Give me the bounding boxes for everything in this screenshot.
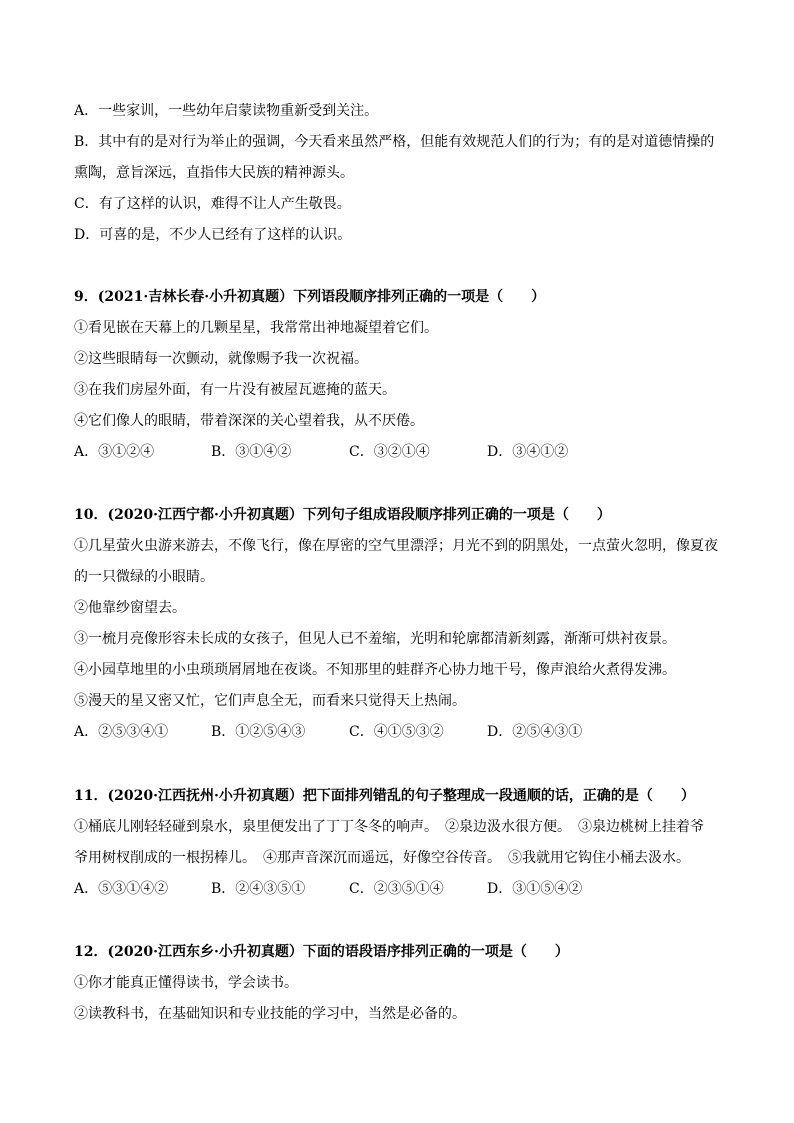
question-9-options	[74, 442, 724, 462]
question-10-sentence-4: ④小园草地里的小虫琐琐屑屑地在夜谈。不知那里的蛙群齐心协力地干号，像声浪给火煮得发沸。	[74, 662, 676, 678]
option-b-line: B．其中有的是对行为举止的强调，今天看来虽然严格，但能有效规范人们的行为；有的是对道德情操的	[74, 134, 715, 150]
question-10-sentence-2: ②他靠纱窗望去。	[74, 600, 186, 616]
question-10-option-c[interactable]: C．④①⑤③②	[349, 724, 444, 740]
option-c-line: C．有了这样的认识，难得不让人产生敬畏。	[74, 196, 351, 212]
question-11-options	[74, 879, 724, 899]
question-9-sentence-3: ③在我们房屋外面，有一片没有被屋瓦遮掩的蓝天。	[74, 382, 396, 398]
question-10-sentence-3: ③一梳月亮像形容未长成的女孩子，但见人已不羞缩，光明和轮廓都清新刻露，渐渐可烘衬夜景。	[74, 631, 676, 647]
question-12-sentence-1: ①你才能真正懂得读书，学会读书。	[74, 975, 298, 991]
question-10-sentence-5: ⑤漫天的星又密又忙，它们声息全无，而看来只觉得天上热闹。	[74, 693, 466, 709]
question-12-sentence-2: ②读教科书，在基础知识和专业技能的学习中，当然是必备的。	[74, 1006, 466, 1022]
question-9-option-b[interactable]: B．③①④②	[211, 444, 292, 460]
question-11-option-c[interactable]: C．②③⑤①④	[349, 881, 444, 897]
question-9-title: 9．(2021·吉林长春·小升初真题）下列语段顺序排列正确的一项是（ ）	[74, 289, 546, 305]
question-11-option-a[interactable]: A．⑤③①④②	[74, 881, 169, 897]
question-11-sentences-line-2: 爷用树杈削成的一根拐棒儿。 ④那声音深沉而遥远，好像空谷传音。 ⑤我就用它钩住小桶去汲水。	[74, 850, 690, 866]
question-10-option-b[interactable]: B．①②⑤④③	[211, 724, 306, 740]
question-11-sentences-line-1: ①桶底儿刚轻轻碰到泉水，泉里便发出了丁丁冬冬的响声。 ②泉边汲水很方便。 ③泉边桃树上挂着爷	[74, 819, 704, 835]
question-10-option-a[interactable]: A．②⑤③④①	[74, 724, 169, 740]
question-10-title: 10．(2020·江西宁都·小升初真题）下列句子组成语段顺序排列正确的一项是（ ）	[74, 507, 611, 523]
question-9-sentence-1: ①看见嵌在天幕上的几颗星星，我常常出神地凝望着它们。	[74, 320, 438, 336]
question-10-sentence-1-continued: 的一只微绿的小眼睛。	[74, 569, 214, 585]
question-9-sentence-2: ②这些眼睛每一次颤动，就像赐予我一次祝福。	[74, 351, 368, 367]
question-10-options	[74, 722, 724, 742]
question-11-option-b[interactable]: B．②④③⑤①	[211, 881, 306, 897]
question-11-title: 11．(2020·江西抚州·小升初真题）把下面排列错乱的句子整理成一段通顺的话，正确的是（ ）	[74, 788, 695, 804]
question-11-option-d[interactable]: D．③①⑤④②	[487, 881, 583, 897]
question-10-option-d[interactable]: D．②⑤④③①	[487, 724, 583, 740]
question-9-option-c[interactable]: C．③②①④	[349, 444, 430, 460]
question-9-sentence-4: ④它们像人的眼睛，带着深深的关心望着我，从不厌倦。	[74, 413, 424, 429]
option-a-line: A．一些家训，一些幼年启蒙读物重新受到关注。	[74, 103, 379, 119]
question-10-sentence-1: ①几星萤火虫游来游去，不像飞行，像在厚密的空气里漂浮；月光不到的阴黑处，一点萤火忽明，像夏夜	[74, 538, 718, 554]
option-b-line-continued: 熏陶，意旨深远，直指伟大民族的精神源头。	[74, 165, 354, 181]
option-d-line: D．可喜的是，不少人已经有了这样的认识。	[74, 227, 352, 243]
question-9-option-a[interactable]: A．③①②④	[74, 444, 155, 460]
question-12-title: 12．(2020·江西东乡·小升初真题）下面的语段语序排列正确的一项是（ ）	[74, 944, 569, 960]
question-9-option-d[interactable]: D．③④①②	[487, 444, 569, 460]
